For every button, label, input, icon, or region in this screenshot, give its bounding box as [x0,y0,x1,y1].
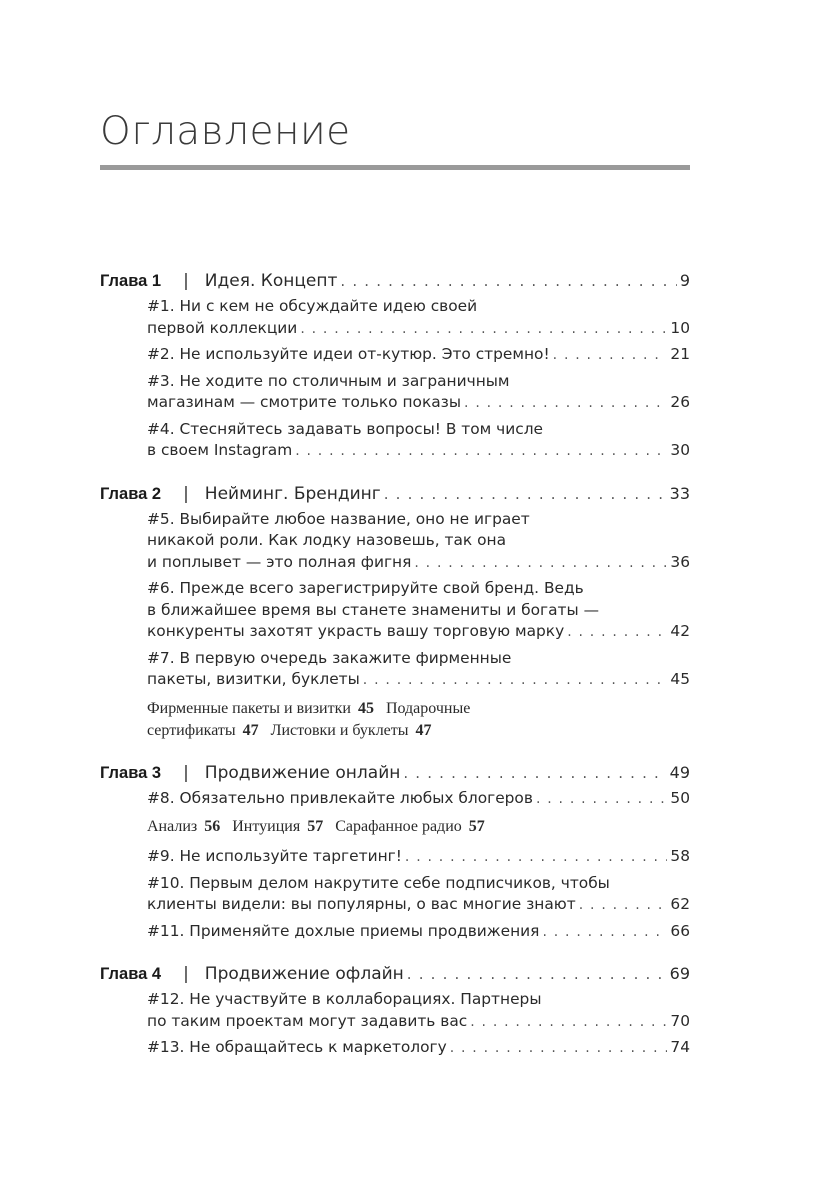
toc-entry[interactable] [147,873,690,917]
entry-title-line: #8. Обязательно привлекайте любых блогеров [147,788,533,807]
entry-title-last-line [147,1011,690,1034]
subsection-page-number: 45 [357,699,374,717]
entry-title-line: #13. Не обращайтесь к маркетологу [147,1038,447,1056]
subsection-item[interactable] [147,722,259,739]
subsection-item[interactable] [335,818,485,835]
chapter-heading[interactable] [100,758,690,788]
entry-page-number: 45 [670,670,690,688]
subsection-title: Анализ [147,818,198,835]
entry-page-number: 10 [670,318,690,337]
dot-leader [403,758,666,788]
subsection-page-number: 47 [415,721,432,739]
chapter-block [100,959,690,1060]
toc-entry[interactable] [147,1037,690,1060]
entry-page-number: 74 [670,1038,690,1056]
chapter-page-number: 69 [669,964,690,983]
toc-entry[interactable] [147,578,690,644]
entry-title-last-line [147,392,690,415]
toc-entry[interactable] [147,509,690,575]
entry-title-line: #1. Ни с кем не обсуждайте идею своей [147,297,478,315]
dot-leader [340,266,676,296]
entry-title-last-line [147,440,690,463]
subsection-item[interactable] [271,722,432,739]
dot-leader [567,622,667,644]
entry-title-line: по таким проектам могут задавить вас [147,1011,468,1030]
subsection-title: Листовки и буклеты [270,721,409,739]
entry-title-last-line [147,846,690,869]
toc-entry[interactable] [147,344,690,367]
table-of-contents [100,266,690,1064]
entry-page-number: 36 [670,552,690,571]
entry-title-line: #10. Первым делом накрутите себе подписчиков, чтобы [147,873,610,892]
subsection-item[interactable] [147,700,374,717]
entry-title-line: клиенты видели: вы популярны, о вас многие знают [147,895,576,913]
toc-entry[interactable] [147,648,690,692]
chapter-label: Глава 3 [100,763,162,782]
entry-title-last-line [147,1037,690,1060]
subsection-page-number: 57 [468,818,485,835]
chapter-title: Нейминг. Брендинг [204,483,381,504]
dot-leader [414,553,667,575]
subsection-title: Подарочные [385,699,471,717]
dot-leader [405,847,668,869]
subsection-item[interactable] [386,700,477,717]
entry-title-last-line [147,921,690,944]
chapter-label: Глава 1 [100,272,162,290]
entry-title-last-line [147,669,690,692]
subsection-line [147,720,690,742]
subsection-list [147,816,690,838]
dot-leader [536,789,667,811]
toc-entry[interactable] [147,419,690,463]
dot-leader [450,1038,668,1060]
entry-title-last-line [147,621,690,644]
chapter-title: Продвижение онлайн [204,762,401,783]
toc-entry[interactable] [147,989,690,1033]
chapter-heading[interactable] [100,266,690,296]
entry-title-last-line [147,894,690,917]
dot-leader [407,959,667,989]
dot-leader [300,319,667,341]
dot-leader [384,479,667,509]
chapter-label: Глава 2 [100,484,162,503]
chapter-block [100,758,690,944]
chapter-block [100,266,690,463]
toc-entry[interactable] [147,788,690,811]
dot-leader [542,922,667,944]
dot-leader [579,895,668,917]
entry-title-line: #5. Выбирайте любое название, оно не играет [147,509,530,528]
toc-entry[interactable] [147,371,690,415]
entry-title-line: конкуренты захотят украсть вашу торговую марку [147,622,565,640]
entry-title-line: первой коллекции [147,318,298,337]
subsection-list [147,698,690,742]
chapter-page-number: 49 [669,762,690,782]
chapter-separator: | [183,271,189,291]
entry-title-line: #11. Применяйте дохлые приемы продвижения [147,921,540,940]
subsection-title: Сарафанное радио [335,818,462,835]
toc-entry[interactable] [147,846,690,869]
dot-leader [470,1012,667,1034]
subsection-title: Интуиция [232,818,301,835]
subsection-item[interactable] [232,818,323,835]
chapter-title: Продвижение офлайн [204,964,404,984]
entry-title-last-line [147,788,690,811]
entry-title-line: #4. Стесняйтесь задавать вопросы! В том числе [147,419,544,438]
chapter-label: Глава 4 [100,965,162,983]
entry-page-number: 70 [670,1011,690,1030]
entry-title-line: никакой роли. Как лодку назовешь, так она [147,531,507,549]
dot-leader [464,393,667,415]
entry-title-line: пакеты, визитки, буклеты [147,670,360,688]
subsection-line [147,698,690,720]
entry-page-number: 21 [670,345,690,363]
entry-title-line: #6. Прежде всего зарегистрируйте свой бренд. Ведь [147,579,584,597]
chapter-block [100,479,690,742]
entry-page-number: 66 [670,921,690,940]
chapter-page-number: 9 [679,271,690,290]
entry-title-line: #2. Не используйте идеи от-кутюр. Это стремно! [147,345,550,363]
dot-leader [363,670,668,692]
toc-entry[interactable] [147,296,690,340]
page-title: Оглавление [100,109,351,154]
entry-title-line: в ближайшее время вы станете знамениты и богаты — [147,600,599,619]
subsection-item[interactable] [147,818,220,835]
entry-page-number: 42 [670,622,690,640]
title-underline [100,165,690,170]
subsection-page-number: 47 [242,721,259,739]
entry-title-line: #7. В первую очередь закажите фирменные [147,648,512,667]
subsection-title: Фирменные пакеты и визитки [147,699,351,717]
subsection-page-number: 56 [204,818,221,835]
entry-title-line: магазинам — смотрите только показы [147,393,462,411]
subsection-title: сертификаты [147,721,236,739]
subsection-line [147,816,690,838]
entry-title-last-line [147,552,690,575]
chapter-separator: | [183,483,189,504]
chapter-separator: | [183,964,189,984]
entry-title-line: #9. Не используйте таргетинг! [147,847,402,865]
entry-page-number: 62 [670,895,690,913]
entry-title-line: и поплывет — это полная фигня [147,552,412,571]
dot-leader [295,441,667,463]
chapter-page-number: 33 [669,483,690,503]
entry-title-last-line [147,344,690,367]
chapter-title: Идея. Концепт [204,271,338,291]
chapter-separator: | [183,762,189,783]
entry-title-line: #12. Не участвуйте в коллаборациях. Партнеры [147,990,542,1008]
entry-page-number: 58 [670,847,690,865]
entry-page-number: 30 [670,441,690,459]
entry-page-number: 26 [670,393,690,411]
entry-title-last-line [147,318,690,341]
entry-page-number: 50 [670,788,690,807]
subsection-page-number: 57 [307,818,324,835]
toc-entry[interactable] [147,921,690,944]
entry-title-line: в своем Instagram [147,441,293,459]
entry-title-line: #3. Не ходите по столичным и заграничным [147,371,510,390]
dot-leader [553,345,668,367]
chapter-heading[interactable] [100,479,690,509]
chapter-heading[interactable] [100,959,690,989]
